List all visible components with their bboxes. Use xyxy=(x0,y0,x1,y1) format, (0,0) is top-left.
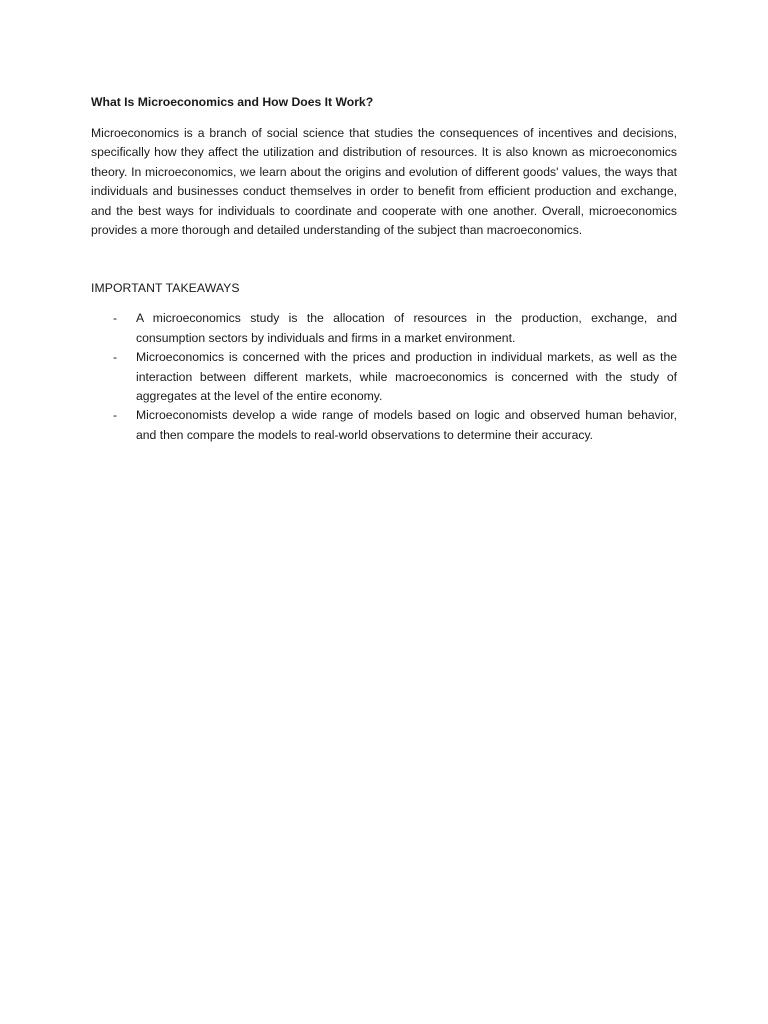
takeaway-text: Microeconomics is concerned with the prices and production in individual markets, as well as the interaction between different markets, while macroeconomics is concerned with the study of aggregates at the level of the entire economy. xyxy=(136,350,677,404)
list-item xyxy=(91,348,677,406)
document-body xyxy=(91,93,677,445)
list-item xyxy=(91,309,677,348)
bullet-dash: - xyxy=(113,311,118,326)
takeaways-list xyxy=(91,309,677,445)
takeaway-text: A microeconomics study is the allocation of resources in the production, exchange, and consumption sectors by individuals and firms in a market environment. xyxy=(136,311,677,345)
takeaway-text: Microeconomists develop a wide range of models based on logic and observed human behavior, and then compare the models to real-world observations to determine their accuracy. xyxy=(136,408,677,442)
intro-paragraph: Microeconomics is a branch of social science that studies the consequences of incentives and decisions, specifically how they affect the utilization and distribution of resources. It is also known as microeconomics theory. In microeconomics, we learn about the origins and evolution of different goods' values, the ways that individuals and businesses conduct themselves in order to benefit from efficient production and exchange, and the best ways for individuals to coordinate and cooperate with one another. Overall, microeconomics provides a more thorough and detailed understanding of the subject than macroeconomics. xyxy=(91,126,677,238)
takeaways-heading: IMPORTANT TAKEAWAYS xyxy=(91,281,240,296)
bullet-dash: - xyxy=(113,350,118,365)
bullet-dash: - xyxy=(113,408,118,423)
document-title: What Is Microeconomics and How Does It Work? xyxy=(91,95,374,109)
list-item xyxy=(91,406,677,445)
